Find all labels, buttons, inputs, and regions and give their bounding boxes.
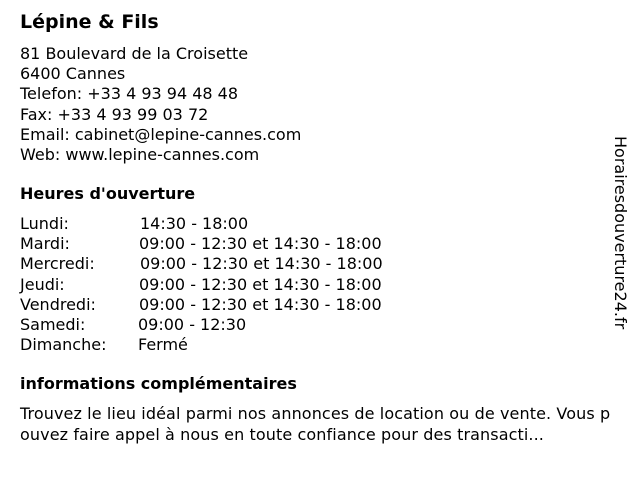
opening-hours-heading: Heures d'ouverture [20, 184, 196, 203]
email-address[interactable]: Email: cabinet@lepine-cannes.com [20, 124, 302, 144]
hours-day-label: Vendredi: [20, 294, 96, 314]
hours-day-label: Jeudi: [20, 274, 65, 294]
hours-time-value: 14:30 - 18:00 [140, 214, 249, 233]
hours-time-value: 09:00 - 12:30 et 14:30 - 18:00 [140, 254, 383, 274]
website-link[interactable]: Web: www.lepine-cannes.com [20, 145, 260, 165]
hours-row-thursday [20, 275, 440, 295]
phone-number[interactable]: Telefon: +33 4 93 94 48 48 [20, 84, 239, 104]
hours-day-label: Samedi: [20, 314, 86, 334]
hours-day-label: Mercredi: [20, 254, 95, 274]
hours-time-value: Fermé [138, 335, 188, 355]
hours-row-friday [20, 295, 440, 315]
hours-time-value: 09:00 - 12:30 et 14:30 - 18:00 [139, 294, 382, 314]
watermark-text: Horairesdouverture24.fr [611, 136, 630, 330]
opening-hours-table [20, 214, 440, 355]
hours-row-monday [20, 214, 440, 234]
hours-day-label: Dimanche: [20, 335, 107, 355]
business-name: Lépine & Fils [20, 11, 159, 33]
hours-row-sunday [20, 335, 440, 355]
hours-day-label: Mardi: [20, 234, 70, 254]
contact-block [20, 44, 301, 165]
fax-number: Fax: +33 4 93 99 03 72 [20, 104, 209, 124]
hours-row-wednesday [20, 254, 440, 274]
hours-time-value: 09:00 - 12:30 et 14:30 - 18:00 [139, 274, 382, 294]
additional-info-heading: informations complémentaires [20, 374, 297, 393]
watermark [598, 136, 640, 346]
hours-time-value: 09:00 - 12:30 [138, 314, 247, 334]
hours-time-value: 09:00 - 12:30 et 14:30 - 18:00 [139, 234, 382, 254]
hours-day-label: Lundi: [20, 214, 69, 233]
hours-row-tuesday [20, 234, 440, 254]
hours-row-saturday [20, 315, 440, 335]
additional-info-text: Trouvez le lieu idéal parmi nos annonces de location ou de vente. Vous pouvez faire appel à nous en toute confiance pour des transacti... [20, 404, 611, 444]
address-street: 81 Boulevard de la Croisette [20, 44, 249, 63]
address-city: 6400 Cannes [20, 64, 126, 84]
